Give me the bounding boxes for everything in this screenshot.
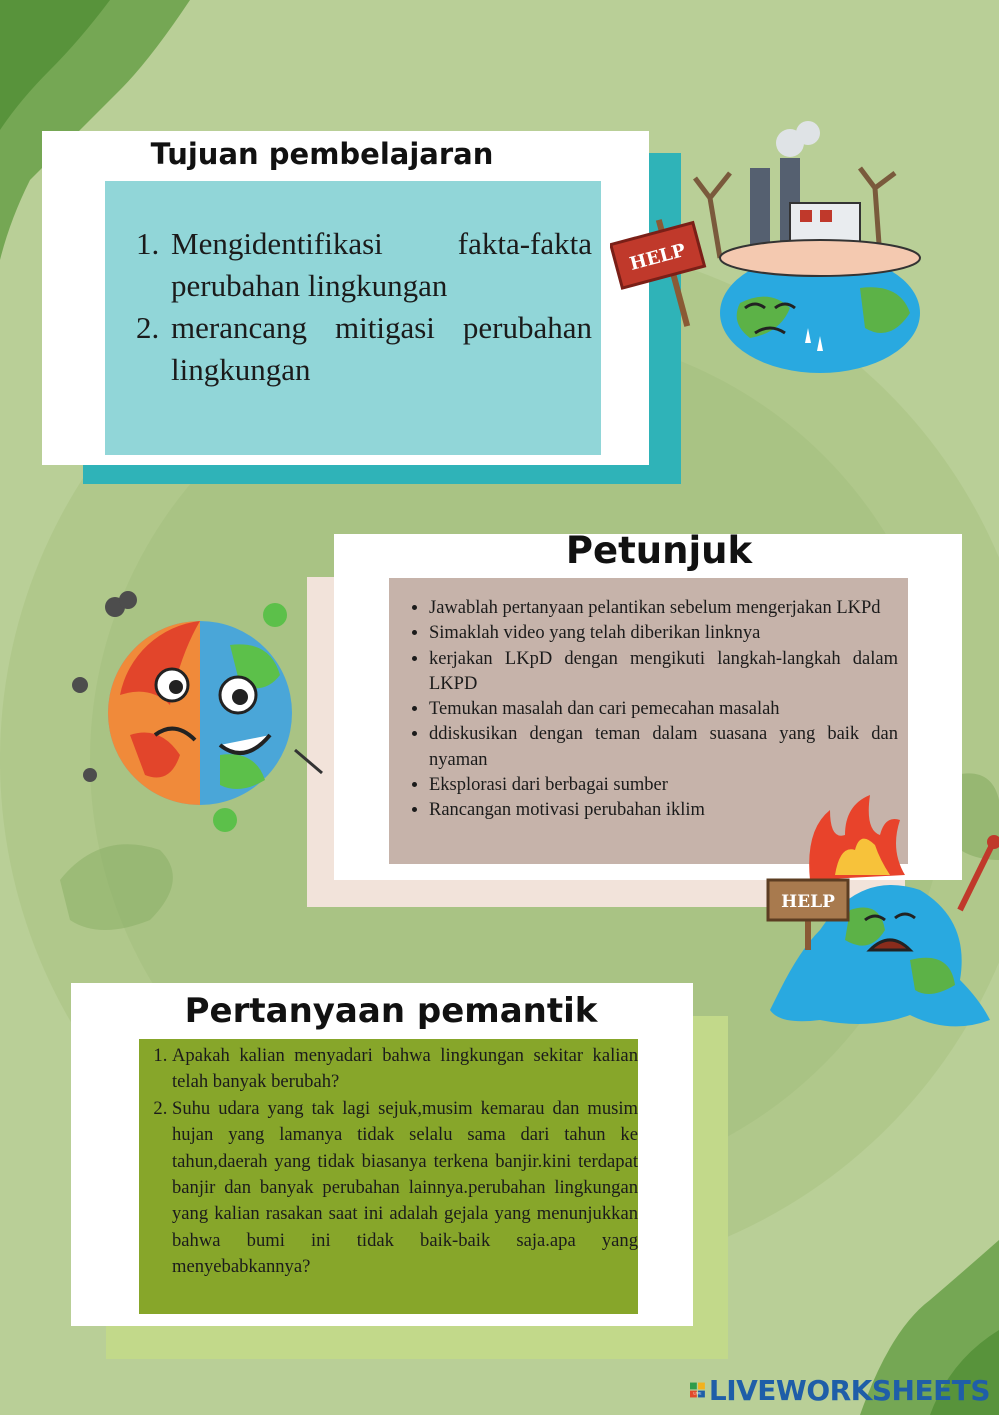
list-item: • Simaklah video yang telah diberikan linknya [429, 621, 898, 646]
help-sign-label: HELP [781, 892, 835, 912]
list-item: 2. Suhu udara yang tak lagi sejuk,musim kemarau dan musim hujan yang lamanya tidak selalu sama dari tahun ke tahun,daerah yang tidak biasanya terkena banjir.kini terdapat banjir dan banyak perubahan lainnya.perubahan lingkungan yang kalian rasakan saat ini adalah gejala yang menunjukkan bahwa bumi ini tidak baik-baik saja.apa yang menyebabkannya? [172, 1096, 638, 1281]
list-item: • Eksplorasi dari berbagai sumber [429, 773, 898, 798]
list-item: • Jawablah pertanyaan pelantikan sebelum mengerjakan LKPd [429, 596, 898, 621]
list-item: • Temukan masalah dan cari pemecahan masalah [429, 697, 898, 722]
list-item: • Rancangan motivasi perubahan iklim [429, 798, 898, 823]
pertanyaan-title: Pertanyaan pemantik [184, 991, 598, 1031]
tujuan-list [119, 223, 592, 391]
petunjuk-title: Petunjuk [565, 529, 753, 572]
logo-mark-text: LIVE [693, 1391, 702, 1396]
list-item: 1. Apakah kalian menyadari bahwa lingkungan sekitar kalian telah banyak berubah? [172, 1043, 638, 1096]
list-item: • ddiskusikan dengan teman dalam suasana yang baik dan nyaman [429, 722, 898, 773]
list-item: • kerjakan LKpD dengan mengikuti langkah-langkah dalam LKPD [429, 647, 898, 698]
list-item: 1. Mengidentifikasi fakta-fakta perubahan lingkungan [167, 223, 592, 307]
pertanyaan-card [71, 983, 693, 1326]
live-logo-icon [690, 1378, 705, 1402]
earth-factory-illustration [610, 118, 930, 378]
melting-earth-illustration [760, 790, 999, 1040]
logo-text: LIVEWORKSHEETS [708, 1373, 990, 1407]
liveworksheets-logo[interactable] [690, 1373, 990, 1407]
pertanyaan-box [139, 1039, 638, 1314]
tujuan-box [105, 181, 601, 455]
list-item: 2. merancang mitigasi perubahan lingkungan [167, 307, 592, 391]
help-sign-label: HELP [627, 239, 688, 275]
windmill-icon [295, 750, 322, 773]
fire-icon [809, 795, 905, 880]
split-earth-illustration [60, 585, 330, 840]
thermometer-icon [960, 835, 999, 910]
help-sign-icon [611, 219, 705, 327]
tujuan-card [42, 131, 649, 465]
factory-icon [750, 121, 860, 248]
pertanyaan-list [139, 1043, 638, 1281]
tujuan-title: Tujuan pembelajaran [150, 137, 494, 171]
